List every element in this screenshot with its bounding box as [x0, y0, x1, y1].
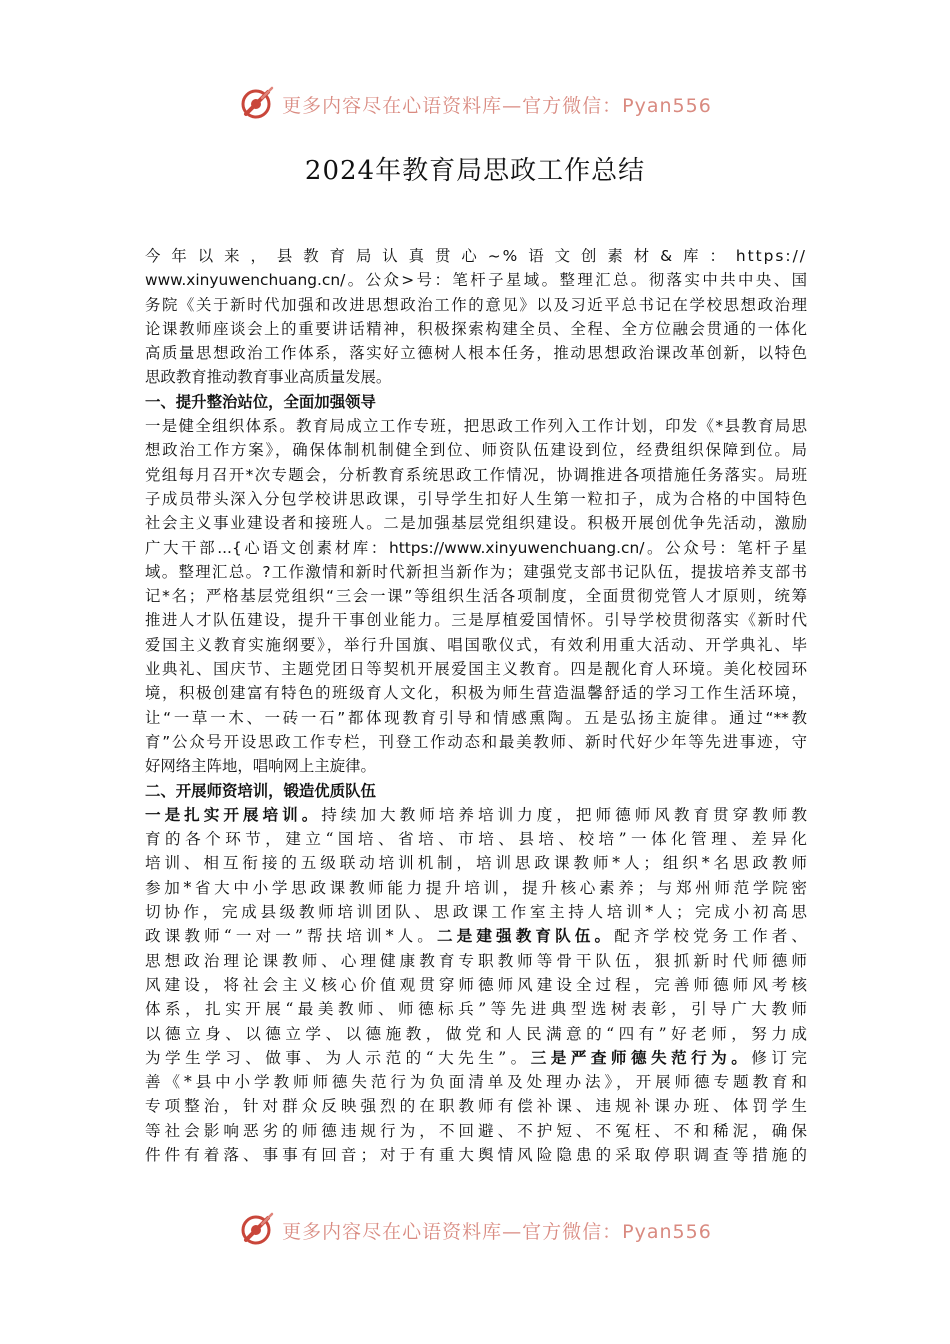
line-text: 育”公众号开设思政工作专栏，刊登工作动态和最美教师、新时代好少年等先进事迹，守 [145, 732, 807, 751]
line-text: 专项整治，针对群众反映强烈的在职教师有偿补课、违规补课办班、体罚学生 [145, 1097, 807, 1116]
line-text: 子成员带头深入分包学校讲思政课，引导学生扣好人生第一粒扣子，成为合格的中国特色 [145, 489, 807, 508]
line-text: 爱国主义教育实施纲要》，举行升国旗、唱国歌仪式，有效利用重大活动、开学典礼、毕 [145, 635, 807, 654]
line-text: 参加*省大中小学思政课教师能力提升培训，提升核心素养；与郑州师范学院密 [145, 878, 807, 897]
text-line [145, 293, 807, 317]
text-line [145, 511, 807, 535]
text-line [145, 1022, 807, 1046]
text-line [145, 924, 807, 948]
text-line [145, 706, 807, 730]
line-text: 论课教师座谈会上的重要讲话精神，积极探索构建全员、全程、全方位融会贯通的一体化 [145, 319, 807, 338]
bold-lead: 三是严查师德失范行为。 [530, 1047, 752, 1067]
line-text: 培训、相互衔接的五级联动培训机制，培训思政课教师*人；组织*名思政教师 [145, 854, 807, 873]
text-line [145, 900, 807, 924]
text-line [145, 438, 807, 462]
line-text: 等社会影响恶劣的师德违规行为，不回避、不护短、不冤枉、不和稀泥，确保 [145, 1121, 807, 1140]
text-line [145, 317, 807, 341]
line-text: 体系，扎实开展“最美教师、师德标兵”等先进典型选树表彰，引导广大教师 [145, 1000, 807, 1019]
text-line [145, 560, 807, 584]
line-text: www.xinyuwenchuang.cn/。公众>号：笔杆子星域。整理汇总。彻落实中共中央、国 [145, 271, 807, 290]
line-text: 社会主义事业建设者和接班人。二是加强基层党组织建设。积极开展创优争先活动，激励 [145, 514, 807, 533]
text-line [145, 1046, 807, 1070]
line-text: 务院《关于新时代加强和改进思想政治工作的意见》以及习近平总书记在学校思想政治理 [145, 295, 807, 314]
text-line [145, 949, 807, 973]
brand-logo-icon [238, 84, 278, 124]
line-text: 让“一草一木、一砖一石”都体现教育引导和情感熏陶。五是弘扬主旋律。通过“**教 [145, 708, 807, 727]
document-body [145, 244, 807, 1167]
line-text: 以德立身、以德立学、以德施教，做党和人民满意的“四有”好老师，努力成 [145, 1024, 807, 1043]
text-line [145, 536, 807, 560]
section-heading [145, 390, 807, 414]
document-title: 2024年教育局思政工作总结 [304, 156, 646, 186]
line-text: 好网络主阵地，唱响网上主旋律。 [145, 757, 376, 776]
text-line [145, 681, 807, 705]
text-line [145, 341, 807, 365]
text-line [145, 997, 807, 1021]
text-line [145, 973, 807, 997]
line-text: 推进人才队伍建设，提升干事创业能力。三是厚植爱国情怀。引导学校贯彻落实《新时代 [145, 611, 807, 630]
text-line [145, 657, 807, 681]
line-text: 为学生学习、做事、为人示范的“大先生”。 [145, 1048, 531, 1067]
brand-logo-icon [238, 1210, 278, 1250]
line-text: 善《*县中小学教师师德失范行为负面清单及处理办法》，开展师德专题教育和 [145, 1073, 807, 1092]
line-text: 广大干部...{心语文创素材库：https://www.xinyuwenchuang.cn/。公众号：笔杆子星 [145, 538, 807, 557]
text-line [145, 1143, 807, 1167]
text-line [145, 1119, 807, 1143]
line-text: 今年以来，县教育局认真贯心~%语文创素材&库：https:// [145, 247, 807, 265]
text-line [145, 608, 807, 632]
text-line [145, 414, 807, 438]
line-text: 育的各个环节，建立“国培、省培、市培、县培、校培”一体化管理、差异化 [145, 830, 807, 849]
line-text: 思想政治理论课教师、心理健康教育专职教师等骨干队伍，狠抓新时代师德师 [145, 951, 807, 970]
line-text: 高质量思想政治工作体系，落实好立德树人根本任务，推动思想政治课改革创新，以特色 [145, 344, 807, 363]
line-text: 切协作，完成县级教师培训团队、思政课工作室主持人培训*人；完成小初高思 [145, 903, 807, 922]
line-text: 党组每月召开*次专题会，分析教育系统思政工作情况，协调推进各项措施任务落实。局班 [145, 465, 807, 484]
watermark-banner-top [0, 84, 950, 124]
line-text: 域。整理汇总。?工作激情和新时代新担当新作为；建强党支部书记队伍，提拔培养支部书 [145, 562, 807, 581]
text-line [145, 1070, 807, 1094]
line-text: 想政治工作方案》，确保体制机制健全到位、师资队伍建设到位，经费组织保障到位。局 [145, 441, 807, 460]
line-text: 持续加大教师培养培训力度，把师德师风教育贯穿教师教 [321, 805, 807, 824]
text-line [145, 463, 807, 487]
bold-lead: 一是扎实开展培训。 [145, 804, 322, 824]
line-text: 配齐学校党务工作者、 [614, 927, 807, 946]
text-line [145, 633, 807, 657]
text-line [145, 876, 807, 900]
text-line [145, 730, 807, 754]
watermark-text: 更多内容尽在心语资料库—官方微信：Pyan556 [282, 94, 712, 117]
line-text: 业典礼、国庆节、主题党团日等契机开展爱国主义教育。四是靓化育人环境。美化校园环 [145, 660, 807, 679]
text-line [145, 851, 807, 875]
line-text: 记*名；严格基层党组织“三会一课”等组织生活各项制度，全面贯彻党管人才原则，统筹 [145, 587, 807, 606]
text-line [145, 803, 807, 827]
text-line [145, 827, 807, 851]
line-text: 修订完 [751, 1048, 807, 1067]
text-line [145, 268, 807, 292]
text-line [145, 244, 807, 268]
text-line [145, 365, 807, 389]
line-text: 件件有着落、事事有回音；对于有重大舆情风险隐患的采取停职调查等措施的 [145, 1145, 807, 1164]
line-text: 一是健全组织体系。教育局成立工作专班，把思政工作列入工作计划，印发《*县教育局思 [145, 417, 807, 436]
watermark-text: 更多内容尽在心语资料库—官方微信：Pyan556 [282, 1220, 712, 1243]
text-line [145, 584, 807, 608]
line-text: 思政教育推动教育事业高质量发展。 [145, 368, 392, 387]
line-text: 境，积极创建富有特色的班级育人文化，积极为师生营造温馨舒适的学习工作生活环境， [145, 684, 807, 703]
text-line [145, 487, 807, 511]
line-text: 风建设，将社会主义核心价值观贯穿师德师风建设全过程，完善师德师风考核 [145, 975, 807, 994]
bold-lead: 二是建强教育队伍。 [436, 926, 615, 946]
line-text: 一、提升整治站位，全面加强领导 [145, 392, 376, 411]
text-line [145, 754, 807, 778]
watermark-banner-bottom [0, 1210, 950, 1250]
line-text: 政课教师“一对一”帮扶培训*人。 [145, 927, 437, 946]
section-heading [145, 779, 807, 803]
text-line [145, 1094, 807, 1118]
line-text: 二、开展师资培训，锻造优质队伍 [145, 781, 376, 800]
